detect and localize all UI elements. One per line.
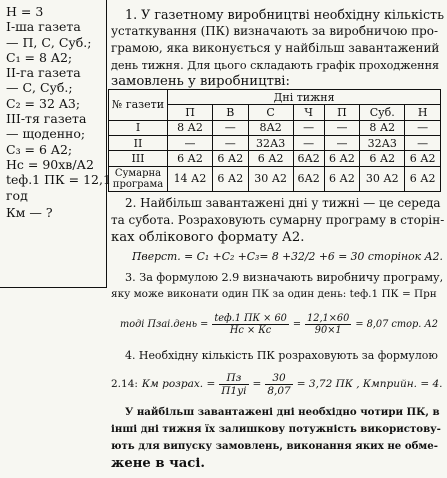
fraction (265, 372, 292, 397)
given-line: Hс = 90хв/А2 (6, 156, 94, 172)
row-label: І (109, 120, 168, 135)
table-cell: — (293, 136, 324, 151)
step2-line: та субота. Розраховують сумарну програму в сторін- (111, 213, 445, 227)
conclusion-line: У найбільш завантажені дні необхідно чотири ПК, в (125, 406, 440, 418)
table-cell: 6 А2 (324, 151, 360, 166)
day-header: Н (405, 105, 441, 120)
numerator: Пз (219, 372, 248, 385)
row-label: ІІІ (109, 151, 168, 166)
step3-line: яку може виконати один ПК за один день: tеф.1 ПК = Прн (111, 288, 437, 300)
formula-lhs: Км розрах. = (141, 378, 216, 390)
table-cell: 6 А2 (405, 166, 441, 191)
conclusion-line: жене в часі. (111, 456, 205, 471)
day-header: П (324, 105, 360, 120)
given-line: — щоденно; (6, 126, 86, 142)
schedule-table (108, 89, 441, 192)
given-line: C₁ = 8 A2; (6, 49, 73, 65)
step3-line: 3. За формулою 2.9 визначають виробничу програму, (125, 271, 444, 284)
given-line: ІІ-га газета (6, 65, 81, 81)
formula-lhs: тоді Пзаі.день = (120, 318, 209, 330)
formula-result: = 8,07 стор. А2 (355, 318, 439, 330)
days-header: Дні тижня (168, 90, 441, 105)
table-row (109, 166, 441, 191)
step1-line: устаткування (ПК) визначають за виробничою про- (111, 24, 439, 38)
step3-formula (120, 302, 438, 346)
unknown-line: Км — ? (6, 204, 53, 220)
step1-line: замовлень у виробництві: (111, 74, 290, 89)
step1-line: грамою, яка виконується у найбільш завантажений (111, 41, 440, 55)
formula-result: = 3,72 ПК , Кмприйн. = 4. (296, 378, 443, 390)
given-line: ІІІ-тя газета (6, 111, 87, 127)
table-cell: 6А2 (293, 151, 324, 166)
table-cell: 30 А2 (360, 166, 405, 191)
given-line: tеф.1 ПК = 12,1 (6, 172, 111, 188)
table-corner-header: № газети (109, 90, 168, 121)
step2-line: 2. Найбільш завантажені дні у тижні — це середа (125, 196, 441, 210)
table-cell: — (293, 120, 324, 135)
numerator: tеф.1 ПК × 60 (214, 312, 287, 324)
denominator: П1уі (221, 384, 247, 397)
day-header: Ч (293, 105, 324, 120)
fraction (212, 313, 289, 336)
conclusion-line: ють для випуску замовлень, виконання яких не обме- (111, 440, 438, 452)
table-cell: 8 А2 (360, 120, 405, 135)
step1-line: день тижня. Для цього складають графік проходження (111, 59, 440, 72)
table-row (109, 136, 441, 151)
table-cell: 14 А2 (168, 166, 213, 191)
equals-sign: = (252, 378, 262, 390)
table-cell: — (405, 136, 441, 151)
table-cell: — (168, 136, 213, 151)
table-cell: 6А2 (293, 166, 324, 191)
denominator: Нс × Кс (229, 324, 272, 336)
equals-sign: = (292, 318, 302, 330)
day-header: В (212, 105, 248, 120)
table-cell: 8А2 (248, 120, 293, 135)
table-cell: 32А3 (360, 136, 405, 151)
denominator: 90×1 (314, 324, 342, 336)
fraction (219, 372, 248, 397)
table-cell: — (324, 136, 360, 151)
given-line: Н = 3 (6, 4, 44, 19)
step4-formula (111, 362, 442, 406)
given-line: — П, С, Суб.; (6, 34, 92, 50)
table-cell: 6 А2 (360, 151, 405, 166)
row-label: ІІ (109, 136, 168, 151)
step1-line: 1. У газетному виробництві необхідну кількість (125, 7, 444, 22)
numerator: 30 (265, 372, 292, 385)
numerator: 12,1×60 (307, 312, 350, 324)
table-cell: 32А3 (248, 136, 293, 151)
conclusion-line: інші дні тижня їх залишкову потужність використову- (111, 423, 441, 435)
table-cell: — (324, 120, 360, 135)
row-label: Сумарна програма (109, 166, 168, 191)
given-line: C₃ = 6 A2; (6, 141, 73, 157)
step2-formula: Пверст. = C₁ +C₂ +C₃= 8 +32/2 +6 = 30 сторінок А2. (132, 250, 443, 263)
table-row (109, 120, 441, 135)
formula-prefix: 2.14: (111, 378, 138, 390)
table-row (109, 151, 441, 166)
table-cell: 6 А2 (405, 151, 441, 166)
step4-line: 4. Необхідну кількість ПК розраховують за формулою (125, 349, 438, 362)
given-line: C₂ = 32 A3; (6, 95, 81, 111)
table-cell: 6 А2 (212, 151, 248, 166)
table-cell: — (405, 120, 441, 135)
table-cell: — (212, 136, 248, 151)
day-header: С (248, 105, 293, 120)
table-cell: 6 А2 (168, 151, 213, 166)
table-cell: 6 А2 (324, 166, 360, 191)
day-header: Суб. (360, 105, 405, 120)
given-line: год (6, 187, 28, 203)
given-line: І-ша газета (6, 19, 81, 35)
table-cell: 6 А2 (248, 151, 293, 166)
day-header: П (168, 105, 213, 120)
table-cell: 8 А2 (168, 120, 213, 135)
table-cell: 30 А2 (248, 166, 293, 191)
given-line: — С, Суб.; (6, 80, 73, 96)
denominator: 8,07 (267, 384, 291, 397)
fraction (305, 313, 351, 336)
table-cell: 6 А2 (212, 166, 248, 191)
table-cell: — (212, 120, 248, 135)
step2-line: ках облікового формату А2. (111, 230, 305, 245)
